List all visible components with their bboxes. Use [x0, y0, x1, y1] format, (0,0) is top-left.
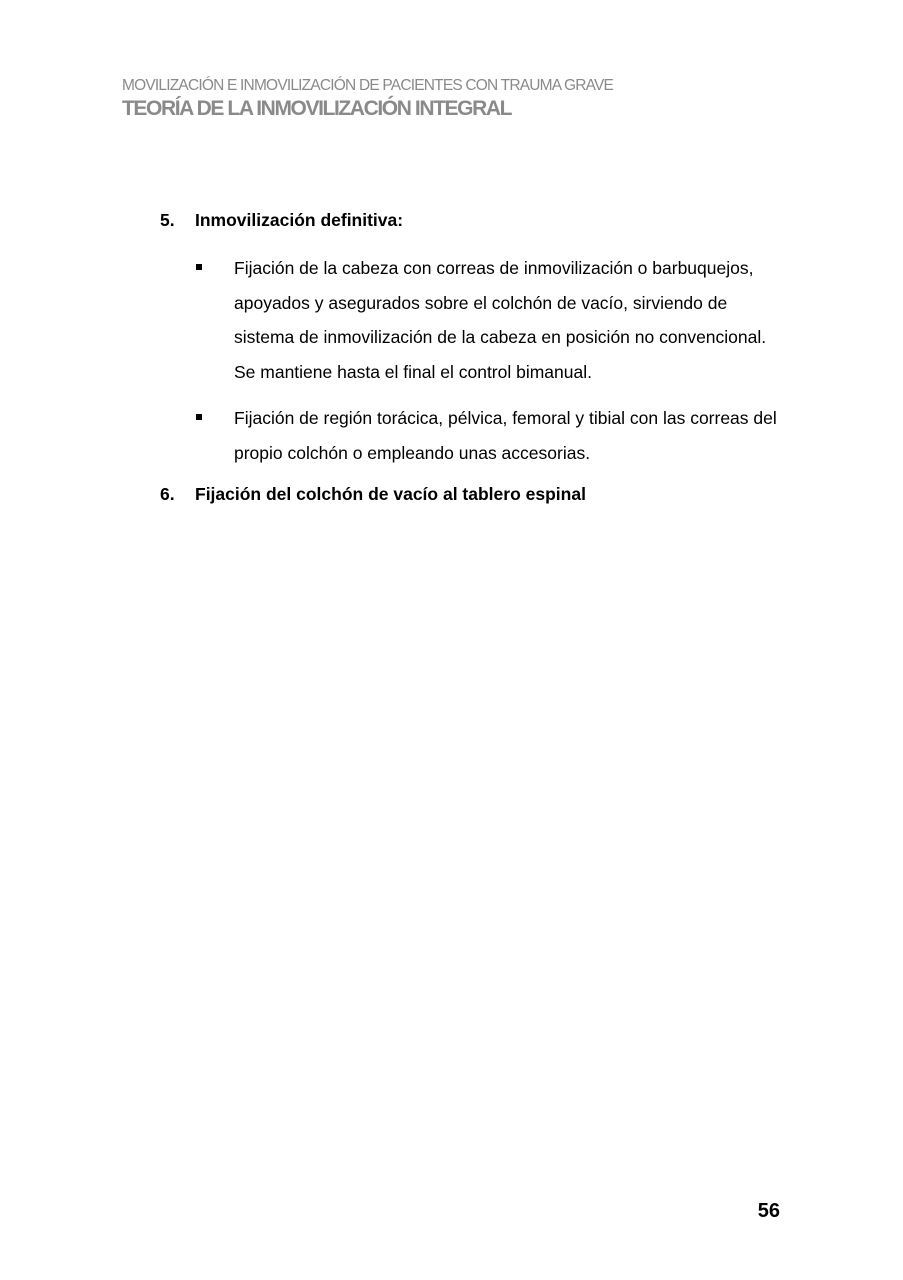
- square-bullet-icon: [196, 401, 234, 470]
- bullet-text: Fijación de región torácica, pélvica, femoral y tibial con las correas del propio colchón o empleando unas accesorias.: [234, 408, 777, 463]
- page-number: 56: [757, 1200, 780, 1222]
- list-item: [160, 401, 780, 470]
- section-title: Fijación del colchón de vacío al tablero espinal: [195, 484, 586, 504]
- page-header: [122, 76, 822, 122]
- section-number: 5.: [160, 210, 175, 230]
- section-title: Inmovilización definitiva:: [195, 210, 404, 230]
- section-heading-6: [160, 480, 780, 508]
- section-number: 6.: [160, 484, 175, 504]
- header-title: TEORÍA DE LA INMOVILIZACIÓN INTEGRAL: [122, 97, 512, 120]
- bullet-list: [160, 251, 780, 470]
- square-bullet-icon: [196, 251, 234, 389]
- bullet-text: Fijación de la cabeza con correas de inmovilización o barbuquejos, apoyados y asegurados sobre el colchón de vacío, sirviendo de sistema de inmovilización de la cabeza en posición no convencional. Se mantiene hasta el final el control bimanual.: [234, 258, 767, 382]
- page-content: [160, 206, 780, 508]
- list-item: [160, 251, 780, 389]
- section-heading-5: [160, 206, 780, 234]
- header-subtitle: MOVILIZACIÓN E INMOVILIZACIÓN DE PACIENTES CON TRAUMA GRAVE: [122, 77, 614, 94]
